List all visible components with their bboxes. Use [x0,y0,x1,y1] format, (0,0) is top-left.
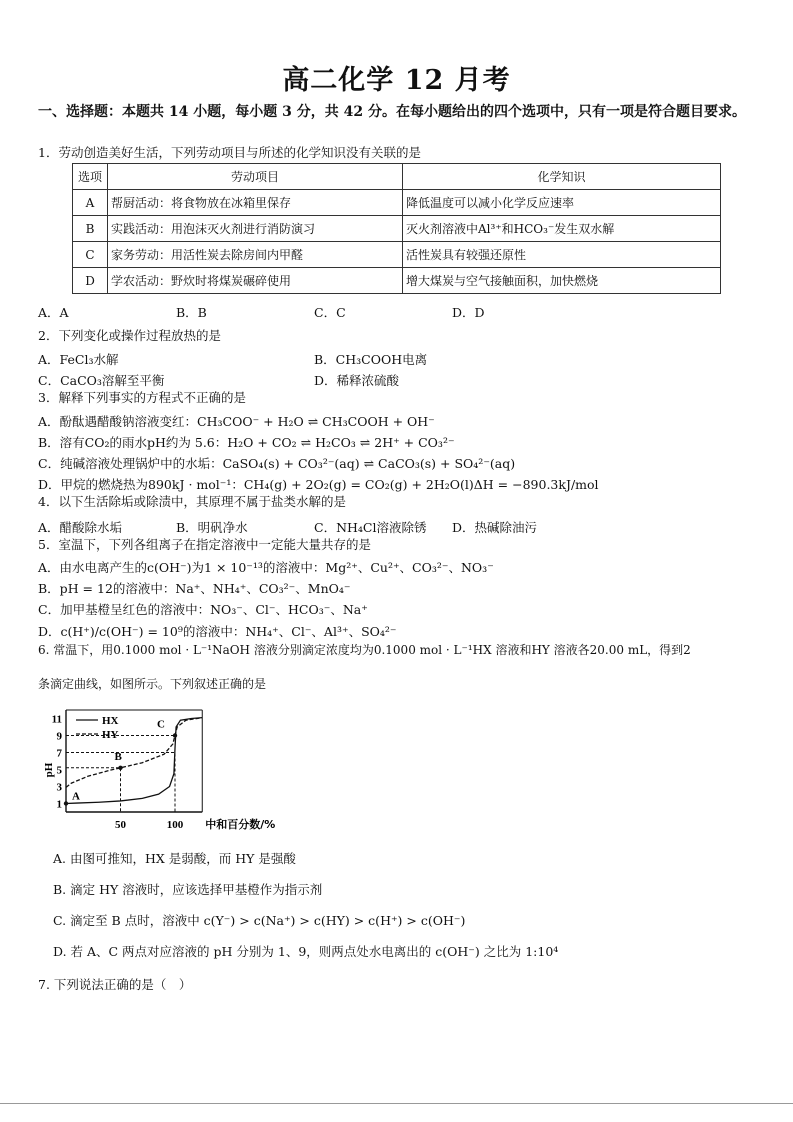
table-cell: 灭火剂溶液中Al³⁺和HCO₃⁻发生双水解 [403,216,721,242]
y-tick-label: 11 [51,713,62,726]
q2-option-c: C．CaCO₃溶解至平衡 [38,373,165,388]
table-row [73,268,721,294]
q6-option-a: A. 由图可推知，HX 是弱酸，而 HY 是强酸 [53,851,296,866]
legend-label: HY [102,729,119,741]
table-cell: C [73,242,108,268]
table-cell: 实践活动：用泡沫灭火剂进行消防演习 [108,216,403,242]
q1-option-c: C．C [314,305,346,320]
q4-option-b: B．明矾净水 [176,520,248,535]
y-axis-label: pH [43,762,55,778]
q1-option-a: A．A [38,305,69,320]
table-header-cell: 选项 [73,164,108,190]
q6-stem-continued: 条滴定曲线，如图所示。下列叙述正确的是 [38,677,267,691]
q5-option-d: D．c(H⁺)/c(OH⁻) = 10⁹的溶液中：NH₄⁺、Cl⁻、Al³⁺、SO₄²⁻ [38,624,397,639]
y-tick-label: 5 [56,764,62,777]
legend-label: HX [102,715,119,727]
point-marker [64,801,68,805]
table-header-cell: 化学知识 [403,164,721,190]
q3-option-c: C．纯碱溶液处理锅炉中的水垢：CaSO₄(s) + CO₃²⁻(aq) ⇌ CaCO₃(s) + SO₄²⁻(aq) [38,456,516,471]
q5-option-c: C．加甲基橙呈红色的溶液中：NO₃⁻、Cl⁻、HCO₃⁻、Na⁺ [38,602,368,617]
table-row [73,190,721,216]
q5-stem: 5．室温下，下列各组离子在指定溶液中一定能大量共存的是 [38,537,371,552]
y-tick-label: 3 [56,781,62,794]
table-cell: 帮厨活动：将食物放在冰箱里保存 [108,190,403,216]
page-title: 高二化学 12 月考 [282,65,511,96]
table-row [73,216,721,242]
table-cell: 降低温度可以减小化学反应速率 [403,190,721,216]
page-bottom-rule [0,1103,793,1104]
q2-stem: 2．下列变化或操作过程放热的是 [38,328,221,343]
x-tick-label: 50 [115,819,126,831]
y-tick-label: 9 [56,730,62,743]
q3-option-b: B．溶有CO₂的雨水pH约为 5.6：H₂O + CO₂ ⇌ H₂CO₃ ⇌ 2H⁺ + CO₃²⁻ [38,435,455,450]
y-tick-label: 1 [56,798,62,811]
point-label: C [157,718,165,731]
table-row [73,242,721,268]
point-label: A [72,790,80,803]
y-tick-label: 7 [56,747,62,760]
q6-option-c: C. 滴定至 B 点时，溶液中 c(Y⁻) > c(Na⁺) > c(HY) > c(H⁺) > c(OH⁻) [53,913,466,928]
q3-option-a: A．酚酞遇醋酸钠溶液变红：CH₃COO⁻ + H₂O ⇌ CH₃COOH + OH⁻ [38,414,435,429]
q2-option-d: D．稀释浓硫酸 [314,373,400,388]
table-cell: 活性炭具有较强还原性 [403,242,721,268]
q2-option-a: A．FeCl₃水解 [38,352,119,367]
table-cell: A [73,190,108,216]
section-heading: 一、选择题：本题共 14 小题，每小题 3 分，共 42 分。在每小题给出的四个选项中，只有一项是符合题目要求。 [38,104,746,120]
titration-chart [43,700,296,840]
table-cell: 学农活动：野炊时将煤炭碾碎使用 [108,268,403,294]
table-cell: 家务劳动：用活性炭去除房间内甲醛 [108,242,403,268]
q6-option-d: D. 若 A、C 两点对应溶液的 pH 分别为 1、9，则两点处水电离出的 c(OH⁻) 之比为 1:10⁴ [53,944,559,959]
q1-option-b: B．B [176,305,207,320]
q1-option-d: D．D [452,305,485,320]
table-cell: D [73,268,108,294]
q3-option-d: D．甲烷的燃烧热为890kJ · mol⁻¹：CH₄(g) + 2O₂(g) = CO₂(g) + 2H₂O(l)ΔH = −890.3kJ/mol [38,477,599,492]
q2-option-b: B．CH₃COOH电离 [314,352,428,367]
q6-option-b: B. 滴定 HY 溶液时，应该选择甲基橙作为指示剂 [53,882,323,897]
q4-option-c: C．NH₄Cl溶液除锈 [314,520,427,535]
q1-table [72,163,721,294]
table-cell: 增大煤炭与空气接触面积，加快燃烧 [403,268,721,294]
x-axis-label: 中和百分数/% [205,818,276,831]
x-tick-label: 100 [166,819,184,831]
point-label: B [114,750,122,763]
q4-option-a: A．醋酸除水垢 [38,520,123,535]
q6-stem: 6. 常温下，用0.1000 mol · L⁻¹NaOH 溶液分别滴定浓度均为0.1000 mol · L⁻¹HX 溶液和HY 溶液各20.00 mL，得到2 [38,643,691,657]
table-cell: B [73,216,108,242]
point-marker [118,766,122,770]
q5-option-a: A．由水电离产生的c(OH⁻)为1 × 10⁻¹³的溶液中：Mg²⁺、Cu²⁺、CO₃²⁻、NO₃⁻ [38,560,494,575]
q3-stem: 3．解释下列事实的方程式不正确的是 [38,390,246,405]
q1-stem: 1．劳动创造美好生活，下列劳动项目与所述的化学知识没有关联的是 [38,145,421,160]
q4-stem: 4．以下生活除垢或除渍中，其原理不属于盐类水解的是 [38,494,346,509]
table-header-row [73,164,721,190]
table-header-cell: 劳动项目 [108,164,403,190]
point-marker [173,733,177,737]
q7-stem: 7. 下列说法正确的是（ ） [38,977,192,992]
q4-option-d: D．热碱除油污 [452,520,538,535]
series-line-hx [66,718,202,804]
q5-option-b: B．pH = 12的溶液中：Na⁺、NH₄⁺、CO₃²⁻、MnO₄⁻ [38,581,351,596]
